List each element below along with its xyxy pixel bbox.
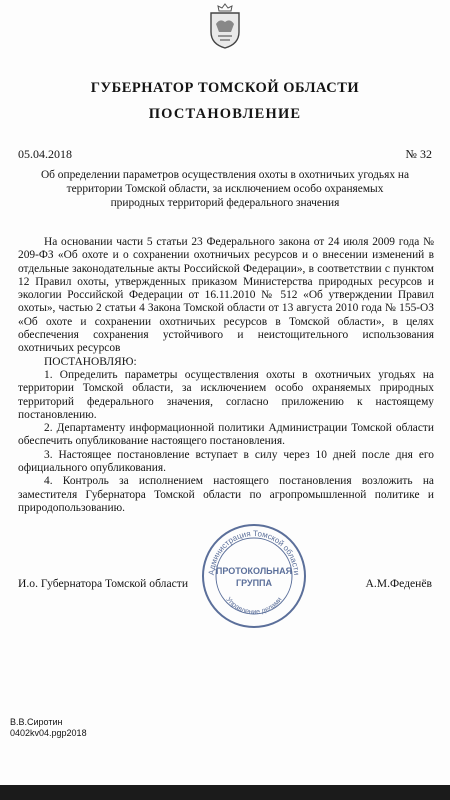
document-type: ПОСТАНОВЛЕНИЕ [148, 106, 302, 122]
footer-author: В.В.Сиротин [10, 717, 63, 727]
stamp-bottom-text: Управление делами [224, 596, 284, 617]
resolution-item: 2. Департаменту информационной политики Администрации Томской области обеспечить опубликование настоящего постановления. [18, 422, 434, 448]
resolution-item: 4. Контроль за исполнением настоящего постановления возложить на заместителя Губернатора Томской области по агропромышленной политике и природопользованию. [18, 475, 434, 514]
stamp-center-line2: ГРУППА [235, 578, 273, 588]
resolution-item: 3. Настоящее постановление вступает в силу через 10 дней после дня его официального опубликования. [18, 448, 434, 475]
resolution-item: 1. Определить параметры осуществления охоты в охотничьих угодьях на территории Томской области, за исключением особо охраняемых природных территорий федерального значения, согласно приложению к настоящему постановлению. [18, 368, 434, 421]
issuer-title: ГУБЕРНАТОР ТОМСКОЙ ОБЛАСТИ [90, 80, 360, 96]
footer-file: 0402kv04.pgp2018 [10, 728, 87, 738]
official-stamp [200, 522, 308, 630]
stamp-center-line1: ПРОТОКОЛЬНАЯ [215, 566, 293, 576]
coat-of-arms-icon [205, 2, 245, 50]
document-date: 05.04.2018 [18, 147, 72, 161]
svg-text:Управление делами [224, 596, 283, 616]
document-number: № 32 [405, 147, 432, 161]
document-subject: Об определении параметров осуществления охоты в охотничьих угодьях на территории Томской области, за исключением особо охраняемых природных территорий федерального значения [40, 169, 410, 209]
preamble-paragraph: На основании части 5 статьи 23 Федерального закона от 24 июля 2009 года № 209-ФЗ «Об охоте и о сохранении охотничьих ресурсов и о внесении изменений в отдельные законодательные акты Российской Федерации», в соответствии с пунктом 12 Правил охоты, утвержденных приказом Министерства природных ресурсов и экологии Российской Федерации от 16.11.2010 № 512 «Об утверждении Правил охоты», частью 2 статьи 4 Закона Томской области от 13 августа 2010 года № 155-ОЗ «Об охоте и сохранении охотничьих ресурсов в Томской области», в целях обеспечения сохранения устойчивого и неистощительного использования охотничьих ресурсов [18, 236, 434, 355]
signatory-position: И.о. Губернатора Томской области [18, 577, 189, 590]
document-body [18, 236, 434, 515]
resolve-heading: ПОСТАНОВЛЯЮ: [44, 355, 137, 368]
signatory-name: А.М.Феденёв [365, 577, 432, 590]
stamp-ring-text: Администрация Томской области [206, 528, 302, 576]
